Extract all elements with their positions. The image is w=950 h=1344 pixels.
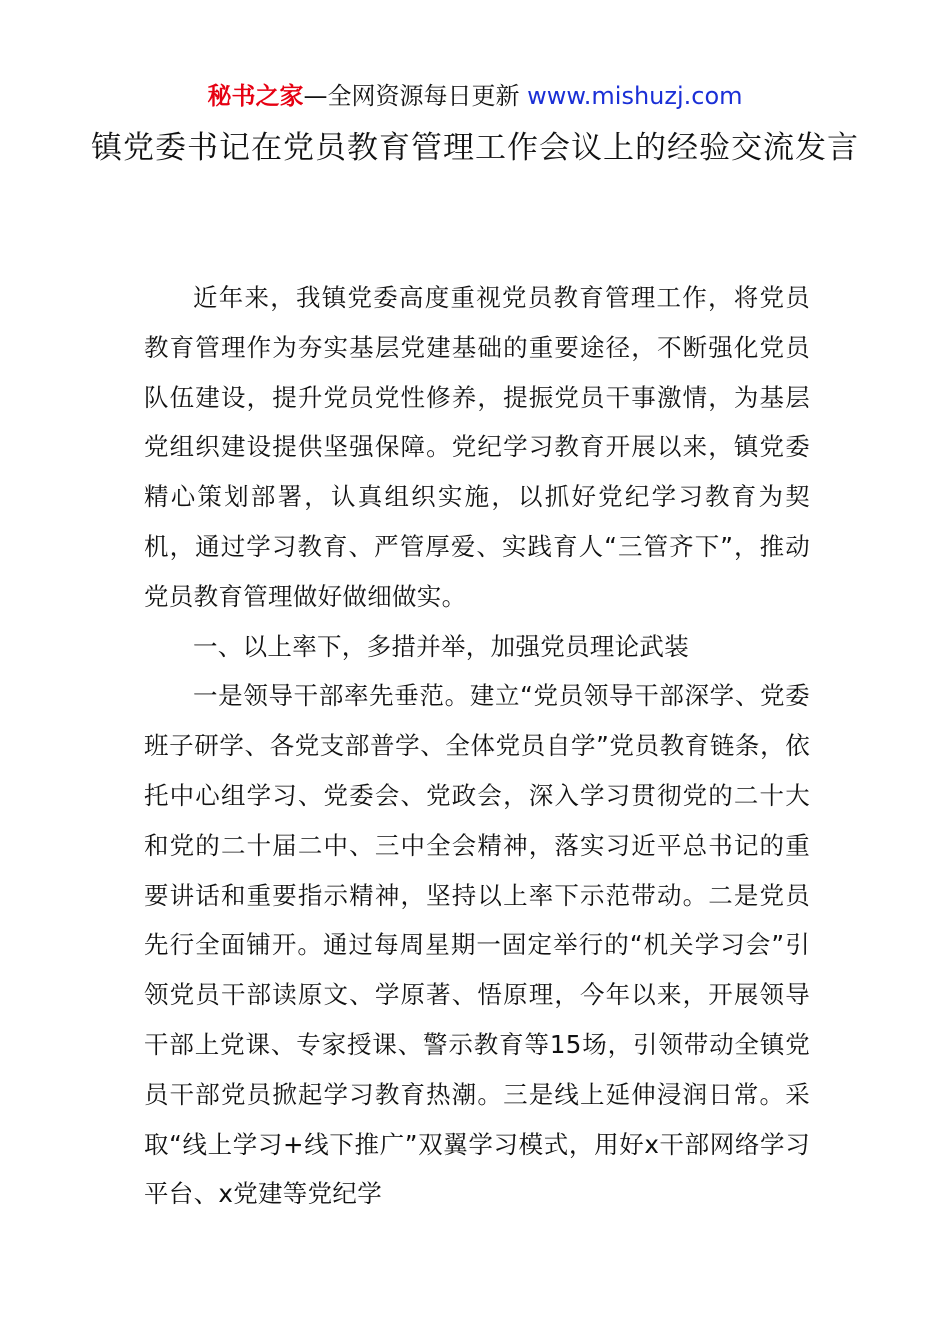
document-title: 镇党委书记在党员教育管理工作会议上的经验交流发言 [91, 130, 859, 166]
document-body [144, 273, 810, 1219]
intro-paragraph: 近年来，我镇党委高度重视党员教育管理工作，将党员教育管理作为夯实基层党建基础的重要途径，不断强化党员队伍建设，提升党员党性修养，提振党员干事激情，为基层党组织建设提供坚强保障。党纪学习教育开展以来，镇党委精心策划部署，认真组织实施，以抓好党纪学习教育为契机，通过学习教育、严管厚爱、实践育人“三管齐下”，推动党员教育管理做好做细做实。 [144, 283, 810, 611]
site-header-banner [0, 78, 950, 114]
site-brand: 秘书之家 [207, 82, 304, 110]
section-1-paragraph: 一是领导干部率先垂范。建立“党员领导干部深学、党委班子研学、各党支部普学、全体党员自学”党员教育链条，依托中心组学习、党委会、党政会，深入学习贯彻党的二十大和党的二十届二中、三中全会精神，落实习近平总书记的重要讲话和重要指示精神，坚持以上率下示范带动。二是党员先行全面铺开。通过每周星期一固定举行的“机关学习会”引领党员干部读原文、学原著、悟原理，今年以来，开展领导干部上党课、专家授课、警示教育等15场，引领带动全镇党员干部党员掀起学习教育热潮。三是线上延伸浸润日常。采取“线上学习+线下推广”双翼学习模式，用好x干部网络学习平台、x党建等党纪学 [144, 681, 810, 1209]
section-1-heading: 一、以上率下，多措并举，加强党员理论武装 [193, 631, 689, 661]
site-slogan: —全网资源每日更新 [303, 82, 520, 110]
site-url-link[interactable]: www.mishuzj.com [527, 82, 743, 110]
